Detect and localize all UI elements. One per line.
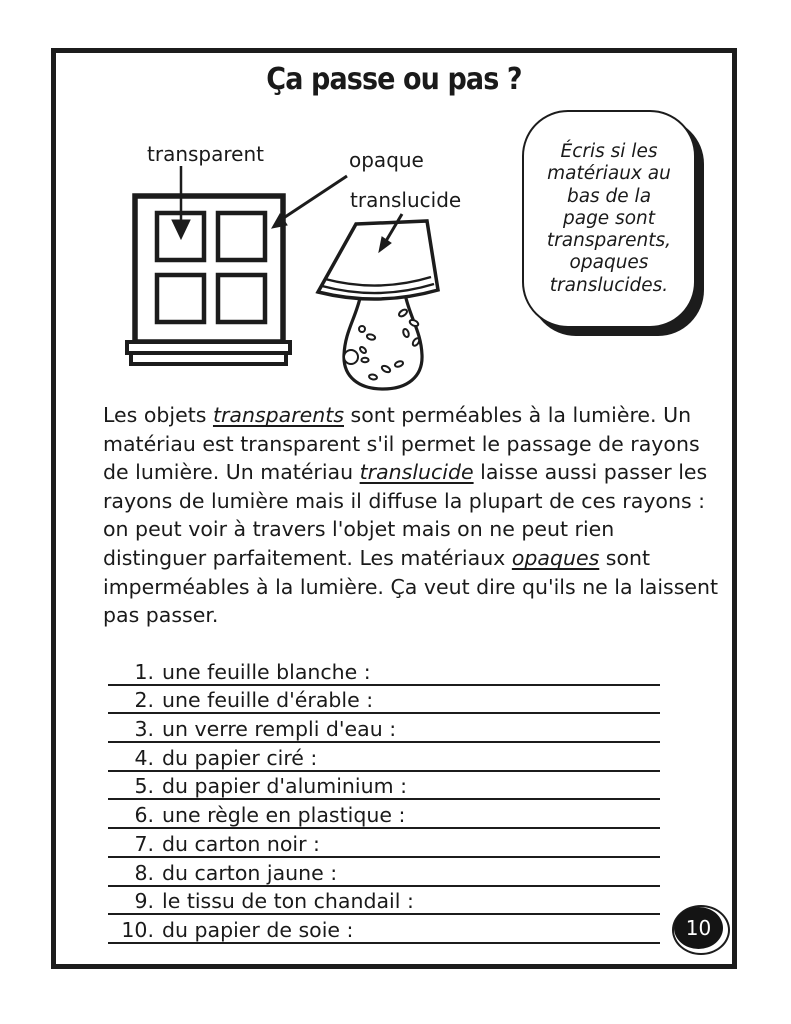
materials-list <box>108 657 660 944</box>
item-number: 3. <box>134 717 154 742</box>
item-label: du papier ciré : <box>162 745 318 770</box>
instruction-bubble <box>522 110 696 328</box>
answer-blank[interactable] <box>396 714 660 741</box>
item-label: du papier d'aluminium : <box>162 774 407 799</box>
item-label: une règle en plastique : <box>162 803 406 828</box>
list-item <box>108 743 660 772</box>
table-lamp-icon <box>318 221 438 389</box>
answer-blank[interactable] <box>320 829 660 856</box>
item-number: 2. <box>134 688 154 713</box>
item-number: 7. <box>134 831 154 856</box>
bubble-line: translucides. <box>549 274 669 296</box>
intro-paragraph <box>103 401 721 630</box>
list-item <box>108 714 660 743</box>
item-label: du carton jaune : <box>162 860 338 885</box>
bubble-line: matériaux au <box>547 163 671 185</box>
item-number: 10. <box>121 917 154 942</box>
list-item <box>108 858 660 887</box>
answer-blank[interactable] <box>407 772 660 799</box>
answer-blank[interactable] <box>414 887 660 914</box>
emphasized-term: transparents <box>212 403 344 427</box>
answer-blank[interactable] <box>371 657 660 684</box>
worksheet-title: Ça passe ou pas ? <box>266 62 522 97</box>
item-label: une feuille d'érable : <box>162 688 374 713</box>
item-label: le tissu de ton chandail : <box>162 889 414 914</box>
item-number: 1. <box>134 659 154 684</box>
bubble-line: bas de la <box>566 185 652 207</box>
bubble-line: Écris si les <box>560 141 658 163</box>
answer-blank[interactable] <box>405 800 660 827</box>
list-item <box>108 657 660 686</box>
instruction-bubble-text <box>524 141 694 296</box>
item-label: un verre rempli d'eau : <box>162 717 397 742</box>
emphasized-term: translucide <box>359 460 474 485</box>
answer-blank[interactable] <box>373 686 660 713</box>
item-label: une feuille blanche : <box>162 659 371 684</box>
opaque-label: opaque <box>349 148 424 172</box>
paragraph-text: sont perméables à la lumière. Un matériau est transparent s'il permet le passage de rayons de lumière. Un matériau <box>103 403 700 485</box>
page-number-badge <box>672 905 730 955</box>
list-item <box>108 887 660 916</box>
emphasized-term: opaques <box>511 545 600 570</box>
page-number: 10 <box>674 907 723 949</box>
item-number: 6. <box>134 803 154 828</box>
answer-blank[interactable] <box>317 743 660 770</box>
item-number: 4. <box>134 745 154 770</box>
paragraph-text: sont imperméables à la lumière. Ça veut dire qu'ils ne la laissent pas passer. <box>103 545 719 628</box>
translucide-label: translucide <box>350 188 462 212</box>
list-item <box>108 772 660 801</box>
answer-blank[interactable] <box>337 858 660 885</box>
list-item <box>108 686 660 715</box>
bubble-line: opaques <box>569 252 649 274</box>
paragraph-text: Les objets <box>103 403 213 427</box>
bubble-line: transparents, <box>546 230 672 252</box>
answer-blank[interactable] <box>353 915 660 942</box>
transparent-label: transparent <box>147 142 264 166</box>
paragraph-text: laisse aussi passer les rayons de lumière mais il diffuse la plupart de ces rayons : on peut voir à travers l'objet mais on ne peut rien distinguer parfaitement. Les matériaux <box>103 460 708 570</box>
item-number: 8. <box>134 860 154 885</box>
bubble-line: page sont <box>562 207 656 229</box>
item-number: 9. <box>134 889 154 914</box>
list-item <box>108 829 660 858</box>
item-number: 5. <box>134 774 154 799</box>
item-label: du carton noir : <box>162 831 320 856</box>
item-label: du papier de soie : <box>162 917 354 942</box>
list-item <box>108 915 660 944</box>
window-icon <box>127 196 290 364</box>
list-item <box>108 800 660 829</box>
